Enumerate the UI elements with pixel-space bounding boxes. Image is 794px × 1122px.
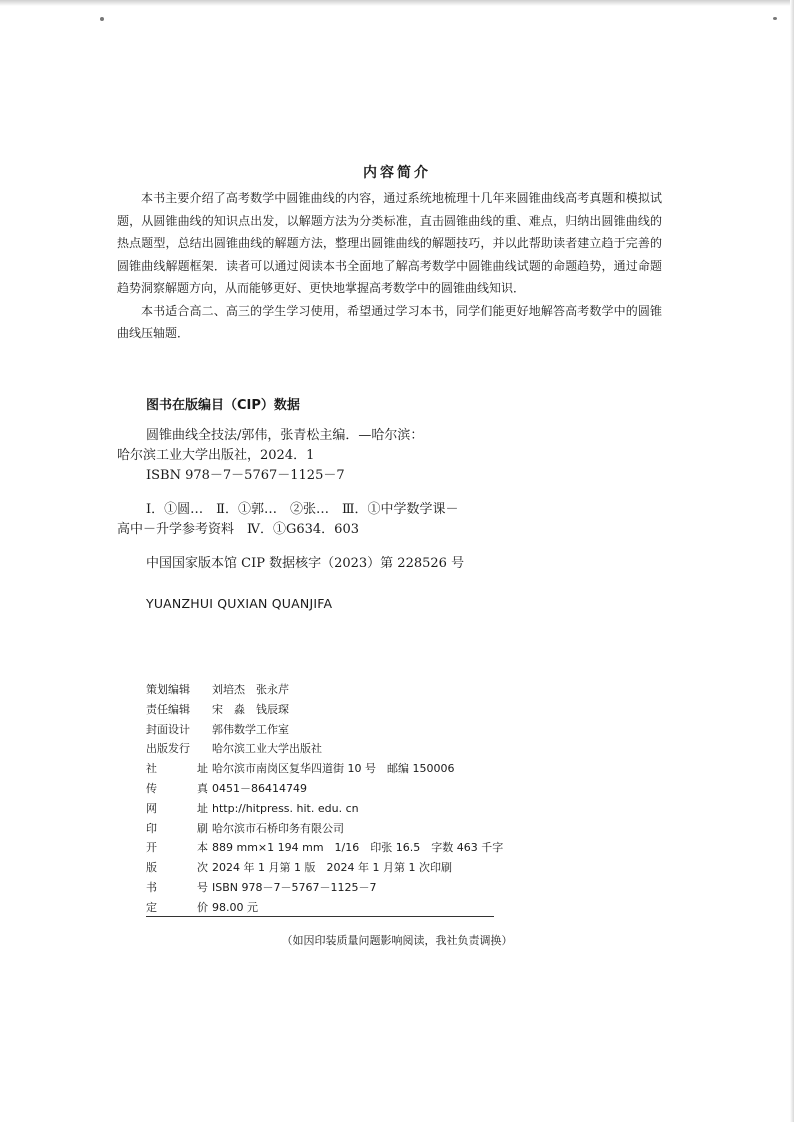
colophon-label: 出版发行	[146, 742, 190, 756]
colophon-value: 0451－86414749	[212, 781, 307, 795]
print-quality-notice: （如因印装质量问题影响阅读，我社负责调换）	[281, 934, 513, 947]
colophon-label: 传 真	[146, 781, 208, 795]
cip-title-line: 圆锥曲线全技法/郭伟，张青松主编．—哈尔滨：	[146, 428, 424, 443]
divider-rule	[146, 916, 494, 917]
intro-paragraph-1: 本书主要介绍了高考数学中圆锥曲线的内容，通过系统地梳理十几年来圆锥曲线高考真题和模拟试题，从圆锥曲线的知识点出发，以解题方法为分类标准，直击圆锥曲线的重、难点，归纳出圆锥曲线的热点题型，总结出圆锥曲线的解题方法，整理出圆锥曲线的解题技巧，并以此帮助读者建立趋于完善的圆锥曲线解题框架．读者可以通过阅读本书全面地了解高考数学中圆锥曲线试题的命题趋势，通过命题趋势洞察解题方向，从而能够更好、更快地掌握高考数学中的圆锥曲线知识．	[117, 191, 662, 295]
colophon-row	[146, 819, 503, 839]
colophon-label: 策划编辑	[146, 683, 190, 696]
colophon-label: 网 址	[146, 801, 208, 815]
intro-text	[117, 187, 662, 345]
colophon-label: 版 次	[146, 861, 208, 875]
colophon-value: 889 mm×1 194 mm 1/16 印张 16.5 字数 463 千字	[212, 841, 504, 855]
cip-classification-line: Ⅰ．①圆… Ⅱ．①郭… ②张… Ⅲ．①中学数学课－	[146, 502, 459, 517]
intro-paragraph-2: 本书适合高二、高三的学生学习使用，希望通过学习本书，同学们能更好地解答高考数学中的圆锥曲线压轴题．	[117, 303, 662, 340]
intro-title: 内容简介	[363, 165, 431, 181]
colophon-row	[146, 878, 503, 898]
colophon-value: 哈尔滨市南岗区复华四道街 10 号 邮编 150006	[212, 762, 455, 776]
colophon-value: ISBN 978－7－5767－1125－7	[212, 880, 377, 894]
colophon-value: 哈尔滨工业大学出版社	[212, 742, 322, 756]
colophon-value: 郭伟数学工作室	[212, 722, 289, 736]
colophon-label: 封面设计	[146, 722, 190, 736]
scan-speck	[773, 17, 777, 20]
colophon-value: 2024 年 1 月第 1 版 2024 年 1 月第 1 次印刷	[212, 861, 452, 875]
colophon-row	[146, 838, 503, 858]
colophon-value: http://hitpress. hit. edu. cn	[212, 801, 359, 815]
colophon-value: 刘培杰 张永芹	[212, 683, 289, 696]
colophon-label: 印 刷	[146, 821, 208, 835]
colophon-label: 定 价	[146, 900, 208, 914]
cip-isbn-line: ISBN 978－7－5767－1125－7	[146, 468, 345, 483]
colophon-label: 开 本	[146, 841, 208, 855]
pinyin-title: YUANZHUI QUXIAN QUANJIFA	[146, 596, 333, 611]
colophon-row	[146, 700, 503, 720]
colophon-row	[146, 720, 503, 740]
colophon-value: 98.00 元	[212, 900, 258, 914]
scan-speck	[100, 17, 104, 21]
colophon	[146, 680, 503, 918]
colophon-row	[146, 898, 503, 918]
cip-record	[117, 426, 497, 574]
colophon-row	[146, 858, 503, 878]
colophon-row	[146, 779, 503, 799]
colophon-row	[146, 759, 503, 779]
cip-publisher-line: 哈尔滨工业大学出版社，2024．1	[117, 448, 315, 463]
colophon-value: 哈尔滨市石桥印务有限公司	[212, 821, 344, 835]
scan-top-edge	[0, 0, 794, 6]
colophon-label: 书 号	[146, 880, 208, 894]
cip-classification-line-2: 高中－升学参考资料 Ⅳ．①G634．603	[117, 522, 359, 537]
colophon-label: 社 址	[146, 762, 208, 776]
colophon-value: 宋 淼 钱辰琛	[212, 702, 289, 716]
cip-verification-line: 中国国家版本馆 CIP 数据核字（2023）第 228526 号	[146, 556, 465, 571]
colophon-row	[146, 680, 503, 700]
colophon-row	[146, 799, 503, 819]
colophon-row	[146, 739, 503, 759]
cip-heading: 图书在版编目（CIP）数据	[146, 398, 300, 413]
colophon-label: 责任编辑	[146, 702, 190, 716]
